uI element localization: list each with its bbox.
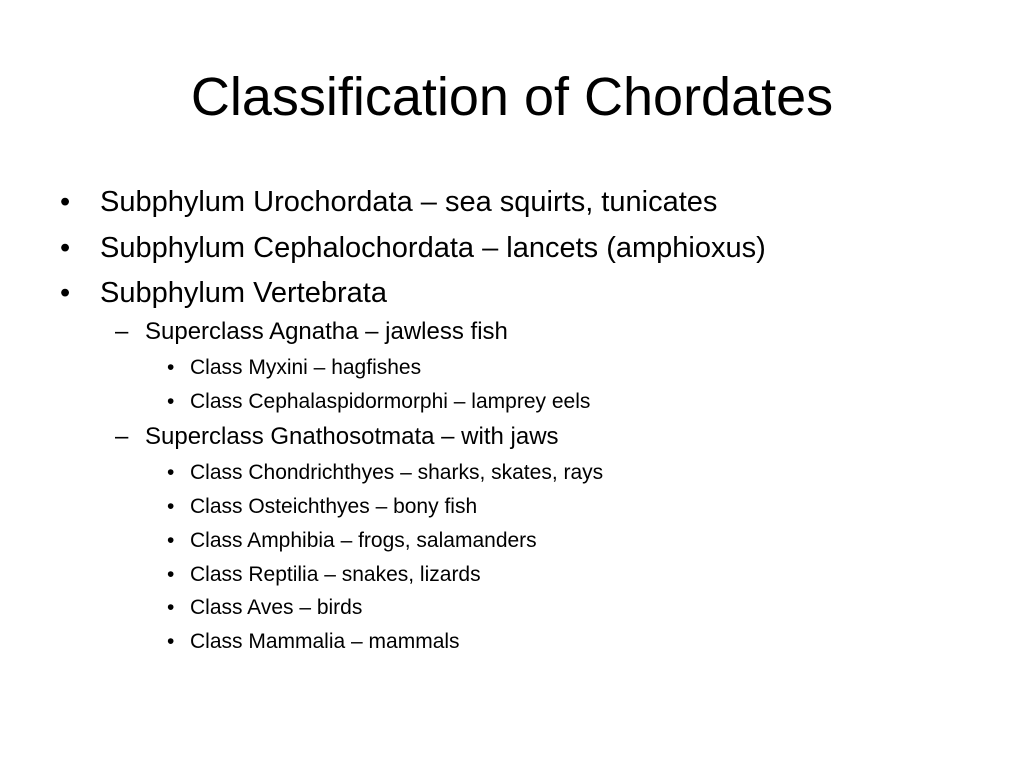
list-item-gnathosotmata	[115, 422, 559, 452]
list-item-text: Subphylum Vertebrata	[100, 277, 387, 309]
list-item-mammalia	[167, 629, 460, 655]
list-item-text: Class Aves – birds	[190, 596, 363, 619]
list-item-aves	[167, 595, 363, 621]
bullet-icon: •	[60, 186, 71, 218]
list-item-text: Class Mammalia – mammals	[190, 630, 460, 653]
bullet-icon: •	[167, 630, 175, 653]
list-item-myxini	[167, 355, 422, 381]
list-item-cephalochordata	[60, 230, 766, 266]
list-item-text: Superclass Agnatha – jawless fish	[145, 318, 508, 345]
list-item-text: Class Reptilia – snakes, lizards	[190, 563, 481, 586]
list-item-text: Subphylum Cephalochordata – lancets (amphioxus)	[100, 232, 766, 264]
list-item-text: Class Amphibia – frogs, salamanders	[190, 529, 537, 552]
bullet-icon: •	[167, 529, 175, 552]
bullet-icon: •	[167, 356, 175, 379]
bullet-icon: •	[167, 495, 175, 518]
list-item-agnatha	[115, 317, 508, 347]
bullet-icon: •	[167, 596, 175, 619]
dash-icon: –	[115, 318, 129, 345]
list-item-chondrichthyes	[167, 460, 604, 486]
list-item-text: Superclass Gnathosotmata – with jaws	[145, 423, 559, 450]
bullet-icon: •	[167, 390, 175, 413]
bullet-icon: •	[60, 232, 71, 264]
list-item-text: Class Cephalaspidormorphi – lamprey eels	[190, 390, 591, 413]
list-item-text: Class Chondrichthyes – sharks, skates, rays	[190, 461, 604, 484]
list-item-text: Class Osteichthyes – bony fish	[190, 495, 478, 518]
bullet-icon: •	[60, 277, 71, 309]
list-item-amphibia	[167, 528, 537, 554]
list-item-cephalaspidormorphi	[167, 389, 591, 415]
list-item-reptilia	[167, 562, 481, 588]
list-item-text: Class Myxini – hagfishes	[190, 356, 422, 379]
list-item-text: Subphylum Urochordata – sea squirts, tunicates	[100, 186, 718, 218]
dash-icon: –	[115, 423, 129, 450]
slide-title: Classification of Chordates	[190, 67, 834, 127]
list-item-osteichthyes	[167, 494, 478, 520]
list-item-urochordata	[60, 184, 718, 220]
list-item-vertebrata	[60, 275, 387, 311]
bullet-icon: •	[167, 563, 175, 586]
bullet-icon: •	[167, 461, 175, 484]
